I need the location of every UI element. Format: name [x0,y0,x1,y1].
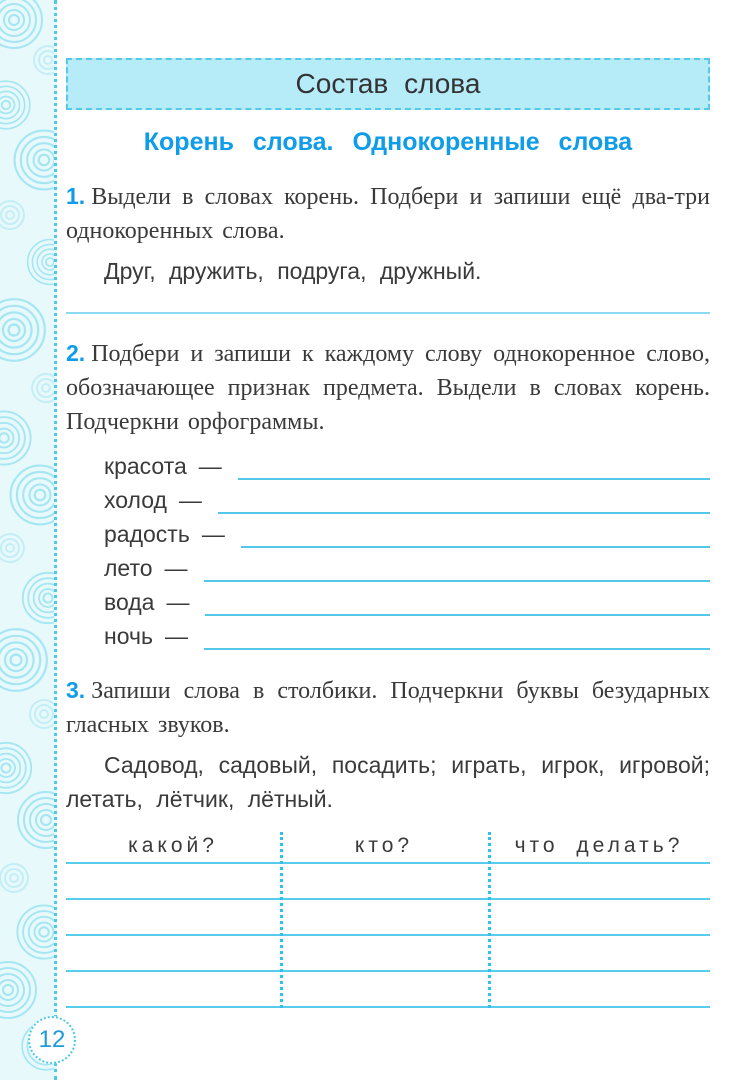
exercise-3-text: Запиши слова в столбики. Подчеркни буквы безударных гласных звуков. [66,678,710,738]
word-label: вода [104,589,155,615]
table-writing-row [66,972,710,1008]
exercise-3-number: 3. [66,677,86,703]
table-writing-row [66,900,710,936]
table-header-kakoy: какой? [128,834,218,857]
word-row [104,617,710,651]
exercise-2-instruction [66,336,710,439]
writing-line [218,504,710,514]
exercise-2-text: Подбери и запиши к каждому слову однокоренное слово, обозначающее признак предмета. Выдели в словах корень. Подчеркни орфограммы. [66,341,710,435]
word-sorting-table [66,832,710,1008]
exercise-1-instruction [66,179,710,248]
word-label: радость [104,521,190,547]
exercise-2-word-list [66,447,710,651]
page-content [66,58,710,1008]
page-number-badge [28,1016,76,1064]
chapter-title: Состав слова [295,68,481,99]
exercise-3-instruction [66,673,710,742]
word-label: холод [104,487,167,513]
table-writing-row [66,864,710,900]
table-column-separator [488,832,491,1008]
section-divider [66,312,710,314]
word-row [104,481,710,515]
page-number: 12 [38,1026,66,1053]
writing-line [241,538,710,548]
dash: — [178,487,202,513]
section-heading: Корень слова. Однокоренные слова [143,128,633,156]
table-header-chto-delat: что делать? [514,834,684,857]
table-writing-row [66,936,710,972]
table-column-separator [280,832,283,1008]
exercise-1-example-words: Друг, дружить, подруга, дружный. [104,258,482,284]
word-row [104,549,710,583]
exercise-1-text: Выдели в словах корень. Подбери и запиши ещё два-три однокоренных слова. [66,184,710,244]
word-row [104,583,710,617]
writing-line [205,606,710,616]
writing-line [204,640,710,650]
writing-line [204,572,710,582]
table-header-row [66,832,710,864]
word-label: красота [104,453,187,479]
dash: — [164,623,188,649]
exercise-1-number: 1. [66,183,86,209]
table-header-kto: кто? [354,834,414,857]
dash: — [166,589,190,615]
decorative-border [0,0,57,1080]
swirl-pattern-graphic [0,0,57,1080]
word-row [104,447,710,481]
chapter-title-banner [66,58,710,110]
word-label: ночь [104,623,153,649]
writing-line [238,470,710,480]
exercise-3-example-words: Садовод, садовый, посадить; играть, игрок, игровой; летать, лётчик, лётный. [66,752,710,812]
word-row [104,515,710,549]
dash: — [201,521,225,547]
exercise-2-number: 2. [66,340,86,366]
dash: — [164,555,188,581]
word-label: лето [104,555,153,581]
dash: — [198,453,222,479]
